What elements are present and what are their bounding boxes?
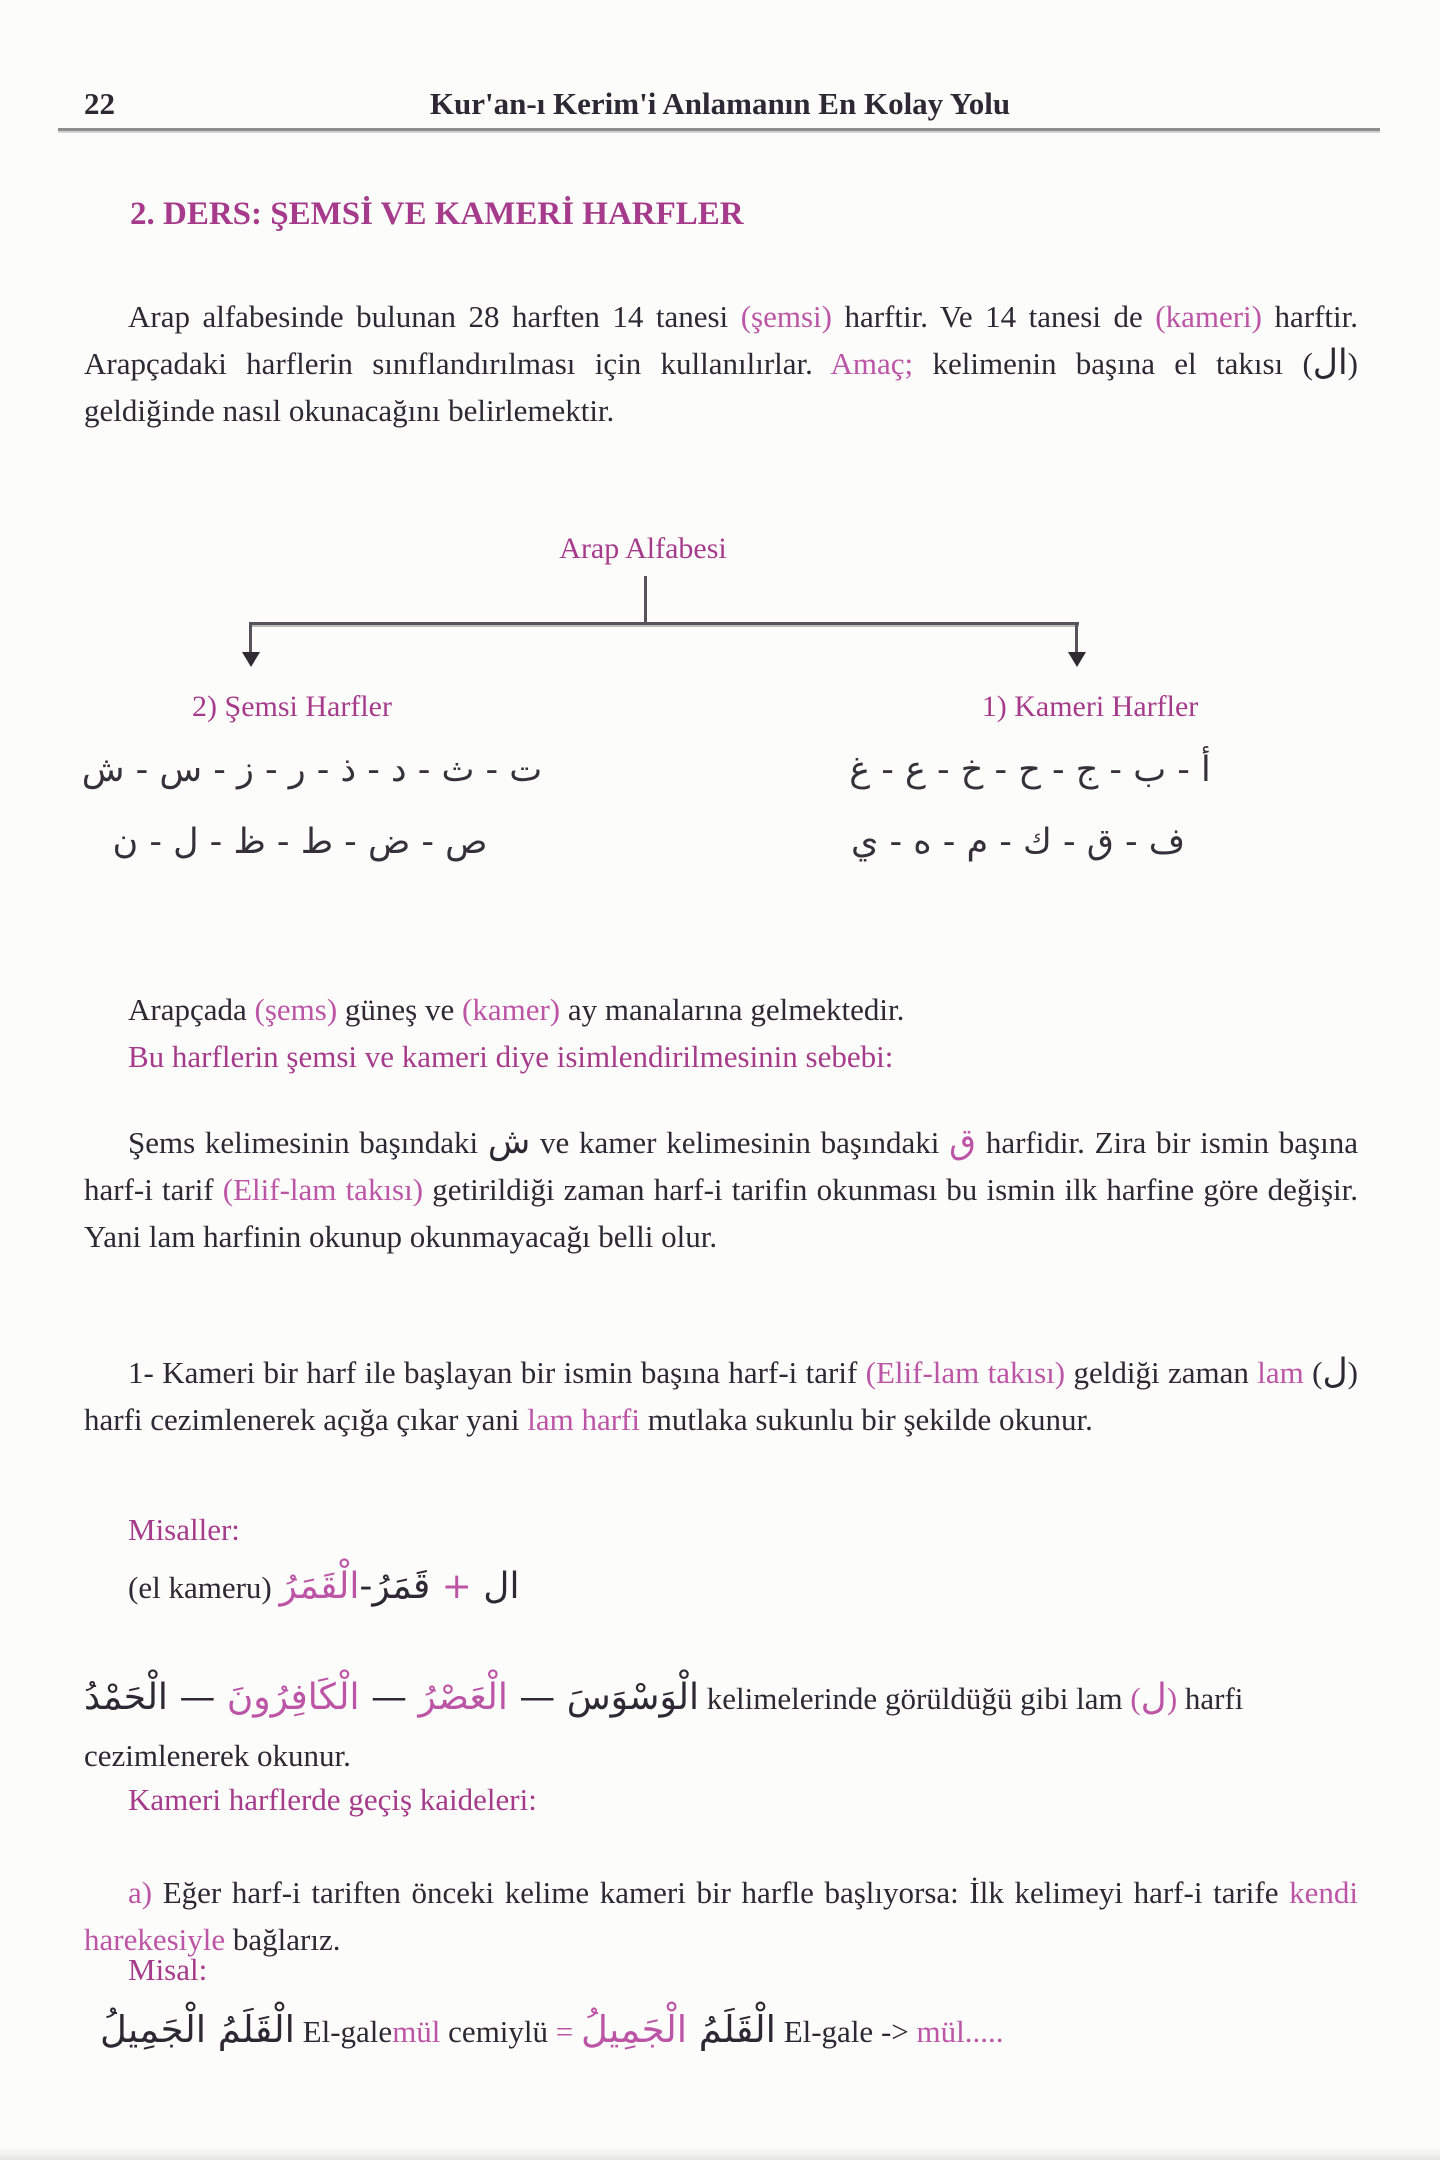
example-el-kameru-line: (el kameru) ال + قَمَرُ-الْقَمَرُ bbox=[128, 1566, 520, 1607]
example-words-line: الْوَسْوَسَ — الْعَصْرُ — الْكَافِرُونَ — الْحَمْدُ kelimelerinde görüldüğü gibi lam (ل) harfi cezimlenerek okunur. bbox=[84, 1677, 1244, 1773]
kameri-letters-row-2: ف - ق - ك - م - ه - ي bbox=[850, 822, 1186, 862]
tree-left-drop-line bbox=[249, 622, 252, 654]
page-number: 22 bbox=[84, 86, 115, 121]
reason-subtitle: Bu harflerin şemsi ve kameri diye isimlendirilmesinin sebebi: bbox=[128, 1039, 894, 1074]
paragraph-intro: Arap alfabesinde bulunan 28 harften 14 tanesi (şemsi) harftir. Ve 14 tanesi de (kameri) harftir. Arapçadaki harflerin sınıflandırılması için kullanılırlar. Amaç; kelimenin başına el takısı (ال) geldiğinde nasıl okunacağını belirlemektir. bbox=[84, 299, 1358, 428]
page-bottom-edge bbox=[0, 2148, 1440, 2160]
kameri-letters-row-1: أ - ب - ج - ح - خ - ع - غ bbox=[849, 750, 1211, 790]
header-rule bbox=[58, 128, 1380, 133]
misal-label: Misal: bbox=[128, 1952, 208, 1987]
diagram-root-label: Arap Alfabesi bbox=[559, 532, 727, 565]
arabic-phrase: الْقَلَمُ الْجَمِيلُ bbox=[581, 2008, 776, 2051]
examples-label: Misaller: bbox=[128, 1512, 240, 1547]
misal-example-line: الْقَلَمُ الْجَمِيلُ El-galemül cemiylü = الْقَلَمُ الْجَمِيلُ El-gale -> mül..... bbox=[100, 2008, 1004, 2051]
paragraph-rule-1: 1- Kameri bir harf ile başlayan bir ismin başına harf-i tarif (Elif-lam takısı) geldiği zaman lam (ل) harfi cezimlenerek açığa çıkar yani lam harfi mutlaka sukunlu bir şekilde okunur. bbox=[84, 1352, 1358, 1437]
arabic-phrase: الْقَلَمُ الْجَمِيلُ bbox=[100, 2008, 295, 2051]
lesson-heading: 2. DERS: ŞEMSİ VE KAMERİ HARFLER bbox=[130, 196, 744, 232]
arabic-phrase: ال + قَمَرُ-الْقَمَرُ bbox=[279, 1566, 520, 1607]
paragraph-meaning: Arapçada (şems) güneş ve (kamer) ay manalarına gelmektedir. bbox=[128, 992, 905, 1027]
tree-horizontal-line bbox=[250, 622, 1079, 627]
arabic-phrase: الْوَسْوَسَ — الْعَصْرُ — الْكَافِرُونَ — الْحَمْدُ bbox=[84, 1677, 700, 1718]
paragraph-rule-a: a) Eğer harf-i tariften önceki kelime kameri bir harfle başlıyorsa: İlk kelimeyi harf-i tarife kendi harekesiyle bağlarız. bbox=[84, 1875, 1358, 1957]
paragraph-explanation: Şems kelimesinin başındaki ش ve kamer kelimesinin başındaki ق harfidir. Zira bir ismin başına harf-i tarif (Elif-lam takısı) getirildiği zaman harf-i tarifin okunması bu ismin ilk harfine göre değişir. Yani lam harfinin okunup okunmayacağı belli olur. bbox=[84, 1122, 1358, 1254]
kameri-branch-label: 1) Kameri Harfler bbox=[981, 690, 1199, 723]
running-title: Kur'an-ı Kerim'i Anlamanın En Kolay Yolu bbox=[429, 86, 1011, 121]
down-arrow-icon bbox=[242, 652, 260, 667]
semsi-branch-label: 2) Şemsi Harfler bbox=[192, 690, 392, 723]
transition-rules-label: Kameri harflerde geçiş kaideleri: bbox=[128, 1782, 537, 1817]
down-arrow-icon bbox=[1068, 652, 1086, 667]
tree-stem-line bbox=[644, 576, 647, 622]
semsi-letters-row-2: ص - ض - ط - ظ - ل - ن bbox=[112, 822, 488, 862]
tree-right-drop-line bbox=[1075, 622, 1078, 654]
semsi-letters-row-1: ت - ث - د - ذ - ر - ز - س - ش bbox=[81, 750, 543, 790]
